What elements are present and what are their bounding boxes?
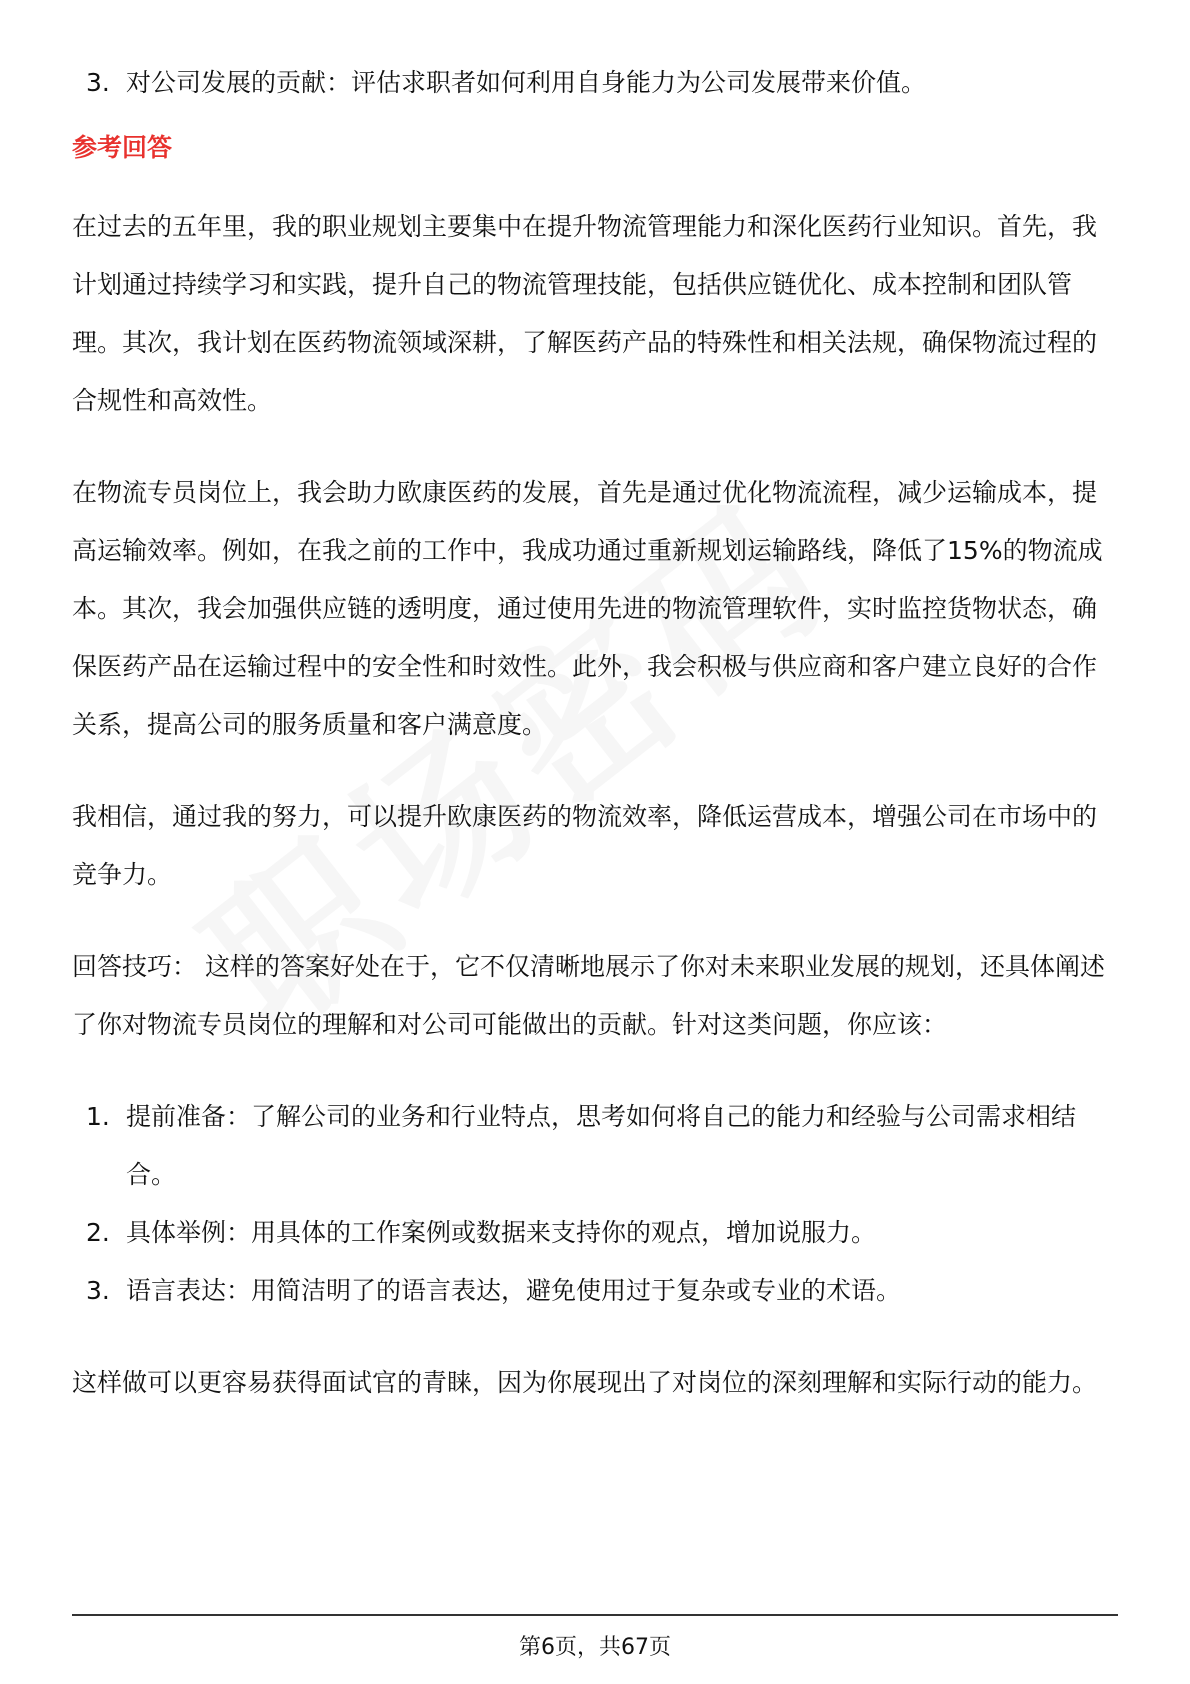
- closing-paragraph: 这样做可以更容易获得面试官的青睐，因为你展现出了对岗位的深刻理解和实际行动的能力。: [72, 1368, 1098, 1397]
- list-text: 具体举例：用具体的工作案例或数据来支持你的观点，增加说服力。: [126, 1218, 877, 1247]
- page-content: [72, 54, 1118, 1446]
- answer-heading: 参考回答: [72, 133, 173, 162]
- list-number: 1.: [86, 1102, 110, 1131]
- list-number: 3.: [86, 68, 110, 97]
- answer-paragraph: 在过去的五年里，我的职业规划主要集中在提升物流管理能力和深化医药行业知识。首先，我计划通过持续学习和实践，提升自己的物流管理技能，包括供应链优化、成本控制和团队管理。其次，我计划在医药物流领域深耕，了解医药产品的特殊性和相关法规，确保物流过程的合规性和高效性。: [72, 212, 1098, 415]
- tips-intro: 回答技巧： 这样的答案好处在于，它不仅清晰地展示了你对未来职业发展的规划，还具体阐述了你对物流专员岗位的理解和对公司可能做出的贡献。针对这类问题，你应该：: [72, 952, 1105, 1039]
- footer-divider: [72, 1614, 1118, 1616]
- list-text: 提前准备：了解公司的业务和行业特点，思考如何将自己的能力和经验与公司需求相结合。: [126, 1102, 1077, 1189]
- page-number: 第6页，共67页: [519, 1635, 671, 1660]
- answer-paragraph: 在物流专员岗位上，我会助力欧康医药的发展，首先是通过优化物流流程，减少运输成本，提高运输效率。例如，在我之前的工作中，我成功通过重新规划运输路线，降低了15%的物流成本。其次，我会加强供应链的透明度，通过使用先进的物流管理软件，实时监控货物状态，确保医药产品在运输过程中的安全性和时效性。此外，我会积极与供应商和客户建立良好的合作关系，提高公司的服务质量和客户满意度。: [72, 478, 1103, 739]
- list-number: 2.: [86, 1218, 110, 1247]
- list-text: 对公司发展的贡献：评估求职者如何利用自身能力为公司发展带来价值。: [126, 68, 927, 97]
- list-item: [72, 1262, 1118, 1320]
- criteria-list: [72, 54, 1118, 112]
- answer-paragraph: 我相信，通过我的努力，可以提升欧康医药的物流效率，降低运营成本，增强公司在市场中的竞争力。: [72, 802, 1098, 889]
- list-number: 3.: [86, 1276, 110, 1305]
- list-item: [72, 54, 1118, 112]
- list-text: 语言表达：用简洁明了的语言表达，避免使用过于复杂或专业的术语。: [126, 1276, 902, 1305]
- tips-list: [72, 1088, 1118, 1320]
- list-item: [72, 1204, 1118, 1262]
- list-item: [72, 1088, 1118, 1204]
